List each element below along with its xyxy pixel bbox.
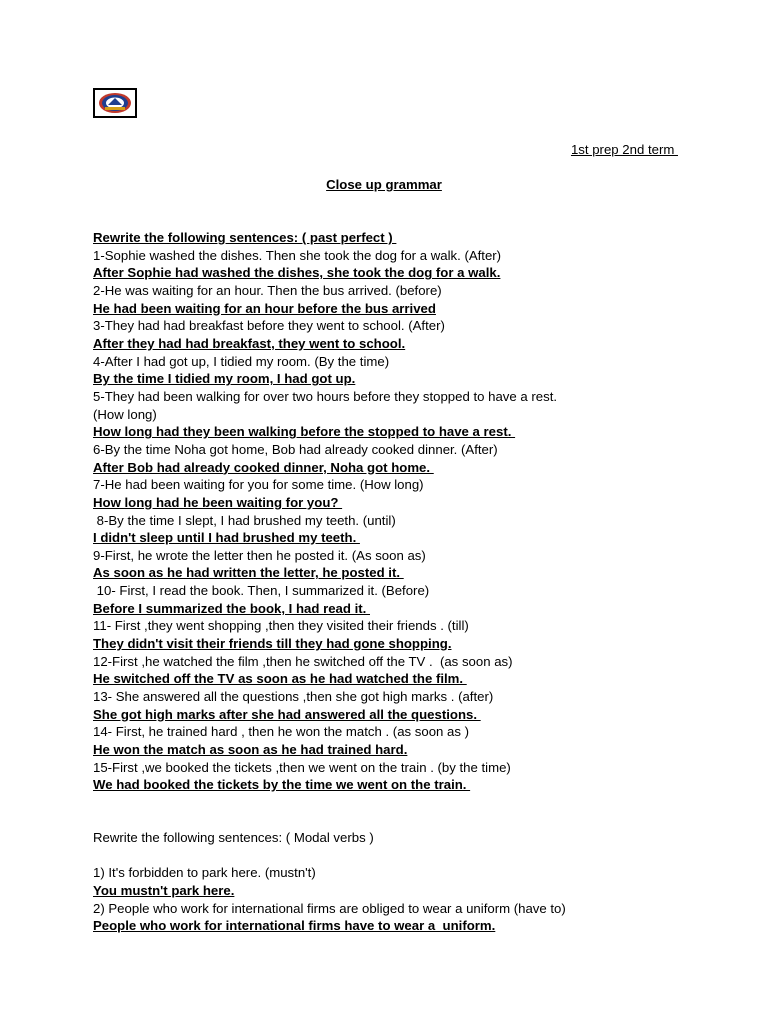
answer-2: He had been waiting for an hour before the bus arrived: [93, 300, 436, 316]
modal-question-2: 2) People who work for international firms are obliged to wear a uniform (have to): [93, 900, 566, 916]
answer-10: Before I summarized the book, I had read it.: [93, 600, 370, 616]
school-logo: [93, 88, 137, 118]
modal-answer-2: People who work for international firms have to wear a uniform.: [93, 918, 496, 934]
question-12: 12-First ,he watched the film ,then he switched off the TV . (as soon as): [93, 653, 513, 669]
answer-12: He switched off the TV as soon as he had watched the film.: [93, 671, 467, 687]
answer-3: After they had had breakfast, they went to school.: [93, 335, 406, 351]
question-9: 9-First, he wrote the letter then he posted it. (As soon as): [93, 547, 426, 563]
question-3: 3-They had had breakfast before they went to school. (After): [93, 318, 445, 334]
modal-question-1: 1) It's forbidden to park here. (mustn't): [93, 865, 316, 881]
answer-13: She got high marks after she had answered all the questions.: [93, 706, 481, 722]
document-body: [93, 229, 653, 935]
school-crest-icon: [97, 92, 133, 114]
question-8: 8-By the time I slept, I had brushed my teeth. (until): [93, 512, 396, 528]
answer-15: We had booked the tickets by the time we went on the train.: [93, 777, 471, 793]
section-heading-modal-verbs: Rewrite the following sentences: ( Modal verbs ): [93, 830, 374, 845]
question-10: 10- First, I read the book. Then, I summarized it. (Before): [93, 583, 430, 599]
question-5: 5-They had been walking for over two hours before they stopped to have a rest. (How long): [93, 388, 561, 422]
page-title: Close up grammar: [326, 177, 442, 192]
heading-spacer: [93, 847, 653, 865]
answer-7: How long had he been waiting for you?: [93, 494, 343, 510]
question-11: 11- First ,they went shopping ,then they visited their friends . (till): [93, 618, 469, 634]
question-13: 13- She answered all the questions ,then she got high marks . (after): [93, 689, 494, 705]
question-15: 15-First ,we booked the tickets ,then we went on the train . (by the time): [93, 759, 511, 775]
question-1: 1-Sophie washed the dishes. Then she took the dog for a walk. (After): [93, 247, 502, 263]
answer-1: After Sophie had washed the dishes, she took the dog for a walk.: [93, 265, 501, 281]
answer-4: By the time I tidied my room, I had got up.: [93, 371, 356, 387]
answer-5: How long had they been walking before the stopped to have a rest.: [93, 424, 516, 440]
question-6: 6-By the time Noha got home, Bob had already cooked dinner. (After): [93, 441, 498, 457]
question-4: 4-After I had got up, I tidied my room. (By the time): [93, 353, 390, 369]
section-spacer: [93, 794, 653, 829]
modal-answer-1: You mustn't park here.: [93, 882, 235, 898]
answer-14: He won the match as soon as he had trained hard.: [93, 742, 408, 758]
answer-8: I didn't sleep until I had brushed my teeth.: [93, 530, 360, 546]
question-14: 14- First, he trained hard , then he won the match . (as soon as ): [93, 724, 470, 740]
answer-6: After Bob had already cooked dinner, Noha got home.: [93, 459, 434, 475]
term-label: 1st prep 2nd term: [570, 142, 678, 157]
question-7: 7-He had been waiting for you for some time. (How long): [93, 477, 424, 493]
question-2: 2-He was waiting for an hour. Then the bus arrived. (before): [93, 282, 442, 298]
answer-9: As soon as he had written the letter, he posted it.: [93, 565, 404, 581]
answer-11: They didn't visit their friends till they had gone shopping.: [93, 636, 452, 652]
section-heading-past-perfect: Rewrite the following sentences: ( past perfect ): [93, 230, 397, 245]
